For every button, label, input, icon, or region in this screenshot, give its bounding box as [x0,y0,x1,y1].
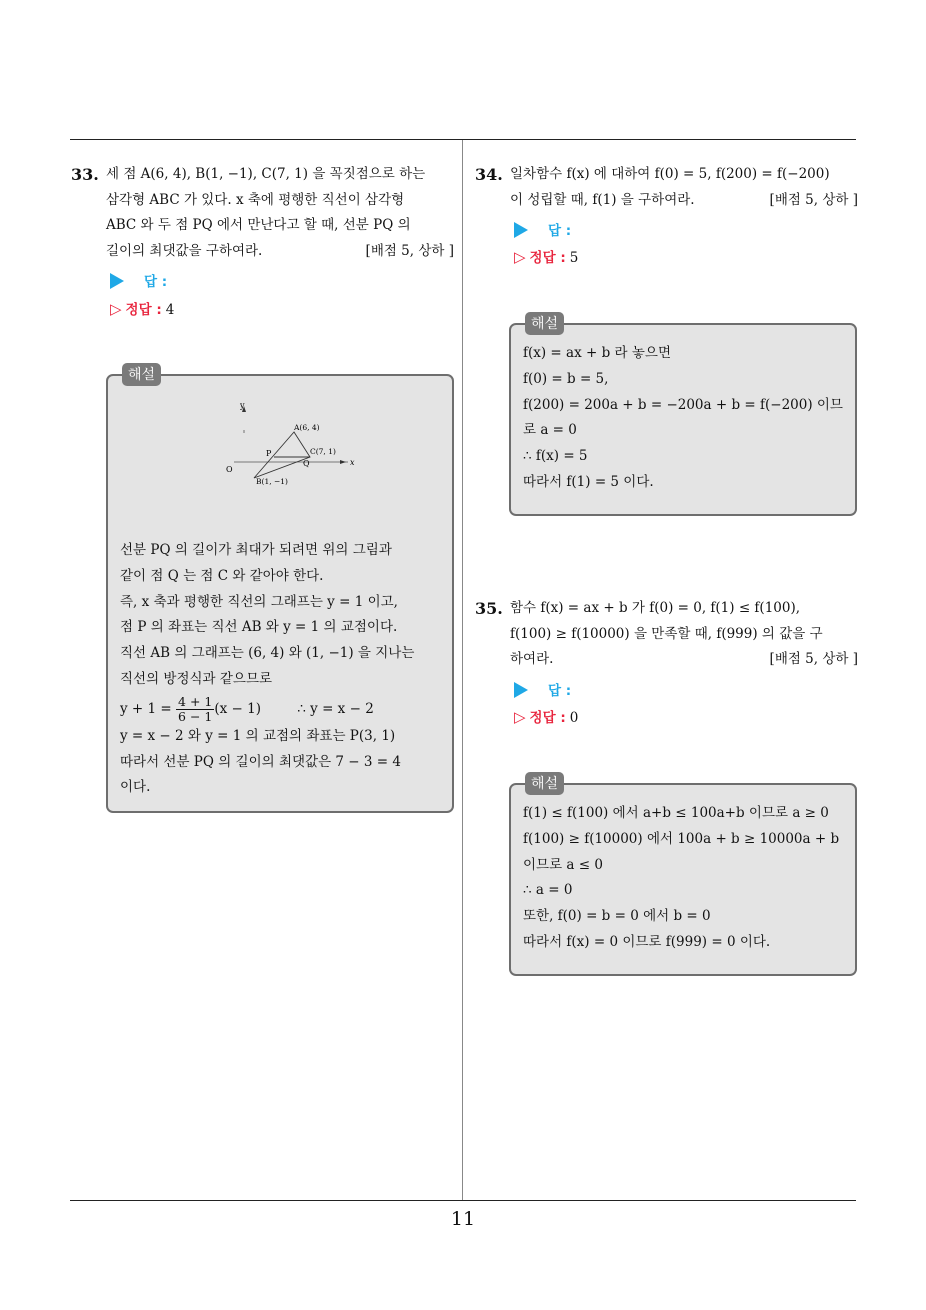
solution-line: ∴ a = 0 [523,882,573,899]
solution-box-34 [509,316,857,516]
correct-value: 0 [569,710,579,726]
correct-value: 5 [569,250,579,266]
score-meta: [배점 5, 상하 ] [769,651,858,667]
answer-row [514,681,571,701]
solution-line: f(x) = ax + b 라 놓으면 [523,345,671,361]
x-axis-arrow-icon [340,460,346,464]
correct-label: 정답 : [125,302,162,318]
answer-label: 답 : [548,683,572,699]
answer-label: 답 : [548,223,572,239]
solution-text [523,801,845,956]
problem-line-last [106,239,454,265]
play-triangle-icon [514,222,528,238]
problem-line: 하여라. [510,651,554,667]
correct-label: 정답 : [529,250,566,266]
problem-line: 일차함수 f(x) 에 대하여 f(0) = 5, f(200) = f(−200) [510,166,830,182]
problem-number: 35. [475,599,503,618]
correct-answer-row [514,247,578,268]
problem-line-last [510,647,858,673]
solution-line: 따라서 f(x) = 0 이므로 f(999) = 0 이다. [523,933,771,950]
play-triangle-icon [514,682,528,698]
correct-answer-row [110,299,174,320]
outline-triangle-icon: ▷ [110,300,122,318]
origin-label: O [226,465,233,474]
solution-line: 즉, x 축과 평행한 직선의 그래프는 y = 1 이고, [120,593,398,610]
solution-line: 또한, f(0) = b = 0 에서 b = 0 [523,908,711,925]
solution-line: f(100) ≥ f(10000) 에서 100a + b ≥ 10000a + b [523,830,840,847]
problem-number: 34. [475,165,503,184]
equation-left: y + 1 = [120,700,172,717]
solution-line: 점 P 의 좌표는 직선 AB 와 y = 1 의 교점이다. [120,619,398,636]
solution-line: f(1) ≤ f(100) 에서 a+b ≤ 100a+b 이므로 a ≥ 0 [523,805,829,821]
problem-line: 세 점 A(6, 4), B(1, −1), C(7, 1) 을 꼭짓점으로 하는 [106,166,426,182]
problem-line: f(100) ≥ f(10000) 을 만족할 때, f(999) 의 값을 구 [510,625,823,642]
problem-line: 이 성립할 때, f(1) 을 구하여라. [510,191,695,208]
point-q-label: Q [303,459,310,468]
solution-line: 따라서 f(1) = 5 이다. [523,473,654,490]
solution-box-35 [509,776,857,976]
solution-tag: 해설 [525,772,564,795]
triangle-abc [254,432,310,478]
solution-tag: 해설 [525,312,564,335]
fraction-denominator: 6 − 1 [178,708,213,724]
point-p-label: P [266,449,272,458]
problem-line-last [510,188,858,214]
correct-label: 정답 : [529,710,566,726]
equation-line [120,693,442,724]
solution-line: 선분 PQ 의 길이가 최대가 되려면 위의 그림과 [120,542,392,558]
solution-line: 따라서 선분 PQ 의 길이의 최댓값은 7 − 3 = 4 [120,753,401,770]
problem-line: 함수 f(x) = ax + b 가 f(0) = 0, f(1) ≤ f(100), [510,600,801,616]
point-a-label: A(6, 4) [294,423,320,432]
solution-line: 직선 AB 의 그래프는 (6, 4) 와 (1, −1) 을 지나는 [120,645,415,662]
correct-answer-row [514,707,578,728]
problem-33 [71,162,454,264]
problem-line: 삼각형 ABC 가 있다. x 축에 평행한 직선이 삼각형 [106,191,405,208]
score-meta: [배점 5, 상하 ] [365,242,454,259]
problem-number: 33. [71,165,99,184]
outline-triangle-icon: ▷ [514,708,526,726]
solution-line: y = x − 2 와 y = 1 의 교점의 좌표는 P(3, 1) [120,727,396,744]
column-divider [462,140,463,1200]
solution-line: ∴ f(x) = 5 [523,448,588,465]
page-number: 11 [450,1208,476,1230]
solution-line: 이므로 a ≤ 0 [523,856,603,873]
problem-35 [475,596,858,673]
header-rule [70,139,856,140]
problem-line: 길이의 최댓값을 구하여라. [106,242,263,259]
answer-row [110,272,167,292]
triangle-figure [218,400,358,500]
solution-line: 직선의 방정식과 같으므로 [120,670,273,687]
solution-line: 같이 점 Q 는 점 C 와 같아야 한다. [120,567,324,584]
solution-box-33 [106,367,454,813]
answer-label: 답 : [144,274,168,290]
solution-text [120,538,442,801]
equation-right: (x − 1) [214,700,261,717]
solution-line: f(0) = b = 5, [523,370,609,387]
fraction-numerator: 4 + 1 [178,693,213,709]
solution-line: 로 a = 0 [523,422,577,439]
problem-line: ABC 와 두 점 PQ 에서 만난다고 할 때, 선분 PQ 의 [106,217,411,233]
outline-triangle-icon: ▷ [514,248,526,266]
solution-line: 이다. [120,779,151,796]
play-triangle-icon [110,273,124,289]
solution-text [523,341,845,496]
equation-therefore: ∴ y = x − 2 [297,700,374,717]
solution-line: f(200) = 200a + b = −200a + b = f(−200) 이므 [523,396,843,413]
x-axis-label: x [350,458,355,467]
footer-rule [70,1200,856,1201]
answer-row [514,221,571,241]
score-meta: [배점 5, 상하 ] [769,191,858,208]
correct-value: 4 [165,302,175,318]
solution-tag: 해설 [122,363,161,386]
point-c-label: C(7, 1) [310,447,336,456]
point-b-label: B(1, −1) [256,477,288,486]
y-axis-label: y [240,401,245,410]
fraction [176,695,214,724]
problem-34 [475,162,858,213]
